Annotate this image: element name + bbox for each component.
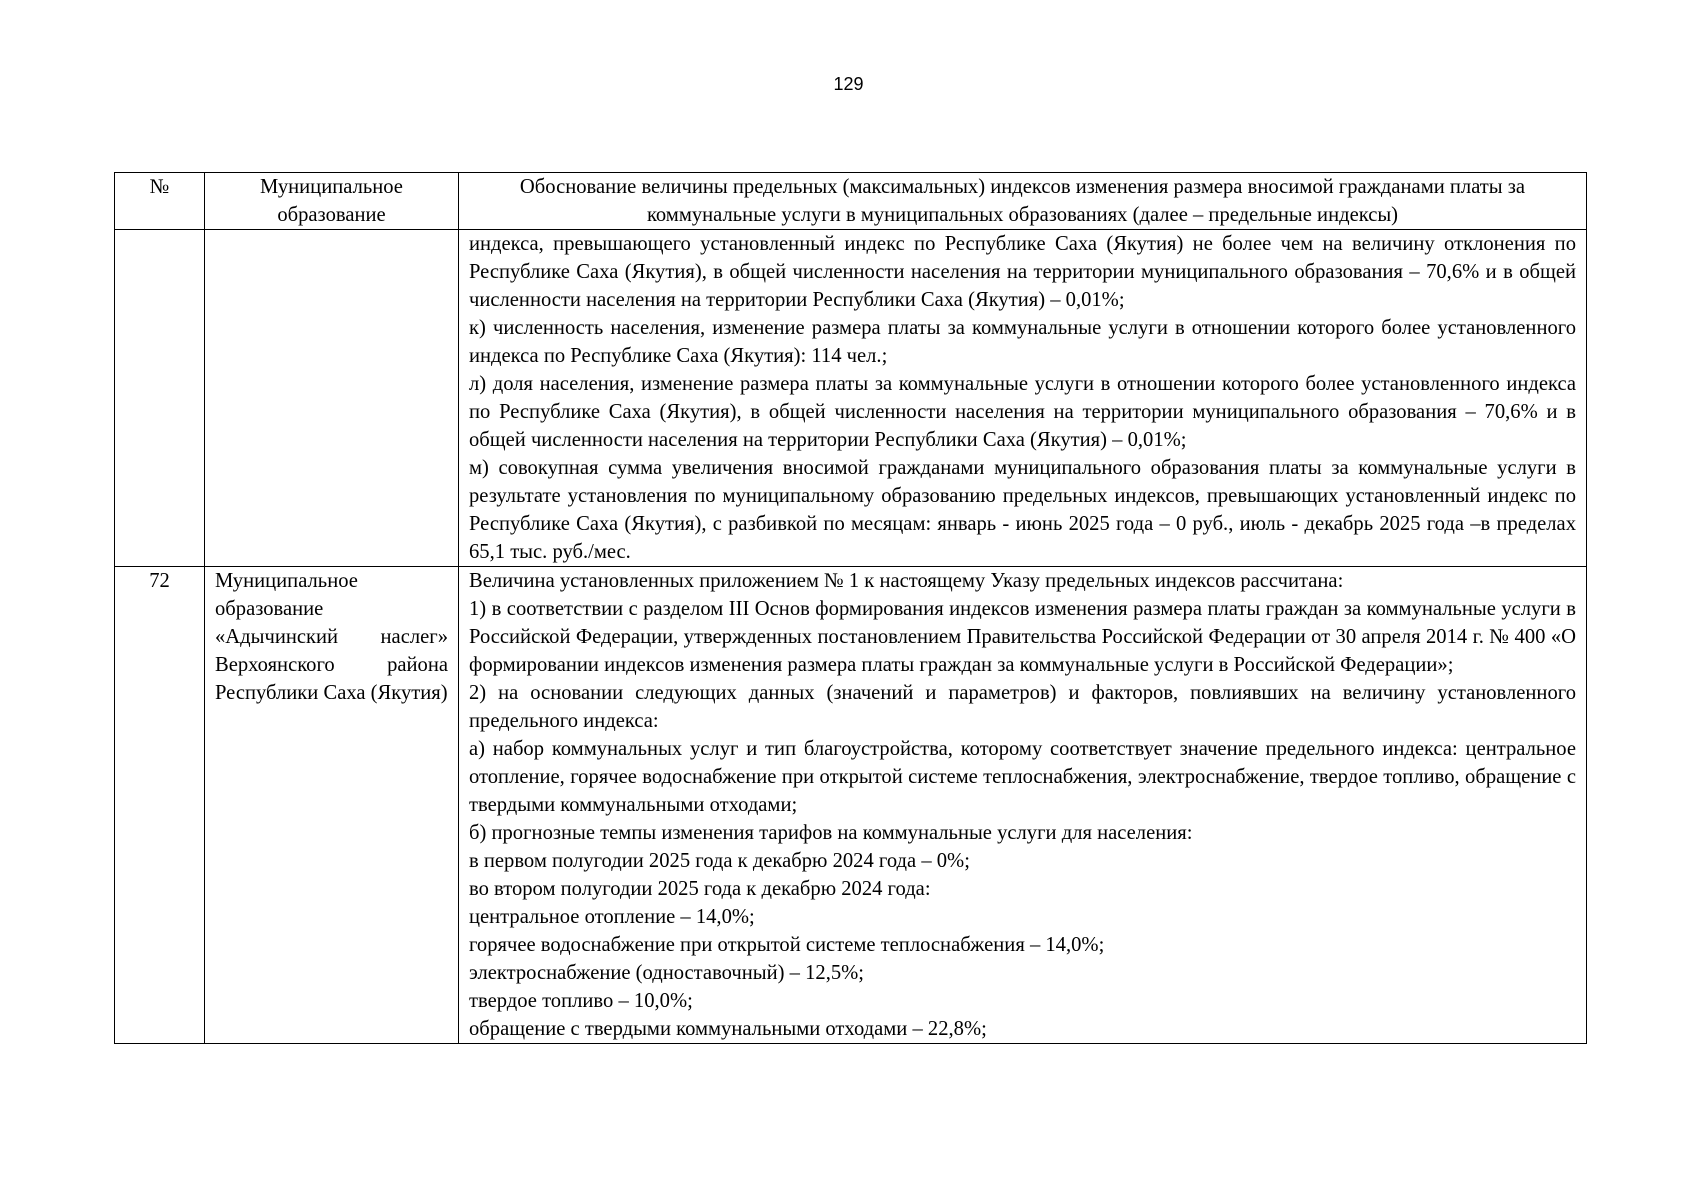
table-header-row — [115, 173, 1587, 230]
row-municipality: Муниципальное образование «Адычинский наслег» Верхоянского района Республики Саха (Якутия) — [205, 567, 459, 1044]
row-justification — [459, 567, 1587, 1044]
paragraph: в первом полугодии 2025 года к декабрю 2024 года – 0%; — [469, 850, 970, 872]
paragraph: твердое топливо – 10,0%; — [469, 990, 693, 1012]
paragraph: л) доля населения, изменение размера платы за коммунальные услуги в отношении которого более установленного индекса по Республике Саха (Якутия), в общей численности населения на территории муниципального образования – 70,6% и в общей численности населения на территории Республики Саха (Якутия) – 0,01%; — [469, 373, 1576, 451]
paragraph: 2) на основании следующих данных (значений и параметров) и факторов, повлиявших на величину установленного предельного индекса: — [469, 682, 1576, 732]
paragraph: м) совокупная сумма увеличения вносимой гражданами муниципального образования платы за коммунальные услуги в результате установления по муниципальному образованию предельных индексов, превышающих установленный индекс по Республике Саха (Якутия), с разбивкой по месяцам: январь - июнь 2025 года – 0 руб., июль - декабрь 2025 года –в пределах 65,1 тыс. руб./мес. — [469, 457, 1576, 563]
paragraph: обращение с твердыми коммунальными отходами – 22,8%; — [469, 1018, 987, 1040]
header-num: № — [115, 173, 205, 230]
paragraph: электроснабжение (одноставочный) – 12,5%; — [469, 962, 865, 984]
paragraph: горячее водоснабжение при открытой системе теплоснабжения – 14,0%; — [469, 934, 1105, 956]
paragraph: 1) в соответствии с разделом III Основ формирования индексов изменения размера платы граждан за коммунальные услуги в Российской Федерации, утвержденных постановлением Правительства Российской Федерации от 30 апреля 2014 г. № 400 «О формировании индексов изменения размера платы граждан за коммунальные услуги в Российской Федерации»; — [469, 598, 1576, 676]
paragraph: Величина установленных приложением № 1 к настоящему Указу предельных индексов рассчитана: — [469, 570, 1344, 592]
paragraph: а) набор коммунальных услуг и тип благоустройства, которому соответствует значение предельного индекса: центральное отопление, горячее водоснабжение при открытой системе теплоснабжения, электроснабжение, твердое топливо, обращение с твердыми коммунальными отходами; — [469, 738, 1576, 816]
paragraph: б) прогнозные темпы изменения тарифов на коммунальные услуги для населения: — [469, 822, 1193, 844]
paragraph: индекса, превышающего установленный индекс по Республике Саха (Якутия) не более чем на величину отклонения по Республике Саха (Якутия), в общей численности населения на территории муниципального образования – 70,6% и в общей численности населения на территории Республики Саха (Якутия) – 0,01%; — [469, 233, 1576, 311]
row-municipality — [205, 230, 459, 567]
justification-table — [114, 172, 1587, 1044]
table-row — [115, 230, 1587, 567]
header-justification: Обоснование величины предельных (максимальных) индексов изменения размера вносимой гражданами платы за коммунальные услуги в муниципальных образованиях (далее – предельные индексы) — [459, 173, 1587, 230]
paragraph: центральное отопление – 14,0%; — [469, 906, 755, 928]
paragraph: к) численность населения, изменение размера платы за коммунальные услуги в отношении которого более установленного индекса по Республике Саха (Якутия): 114 чел.; — [469, 317, 1576, 367]
table-row — [115, 567, 1587, 1044]
page-number: 129 — [833, 74, 864, 94]
row-num: 72 — [115, 567, 205, 1044]
row-num — [115, 230, 205, 567]
row-justification — [459, 230, 1587, 567]
paragraph: во втором полугодии 2025 года к декабрю 2024 года: — [469, 878, 931, 900]
header-municipality: Муниципальное образование — [205, 173, 459, 230]
